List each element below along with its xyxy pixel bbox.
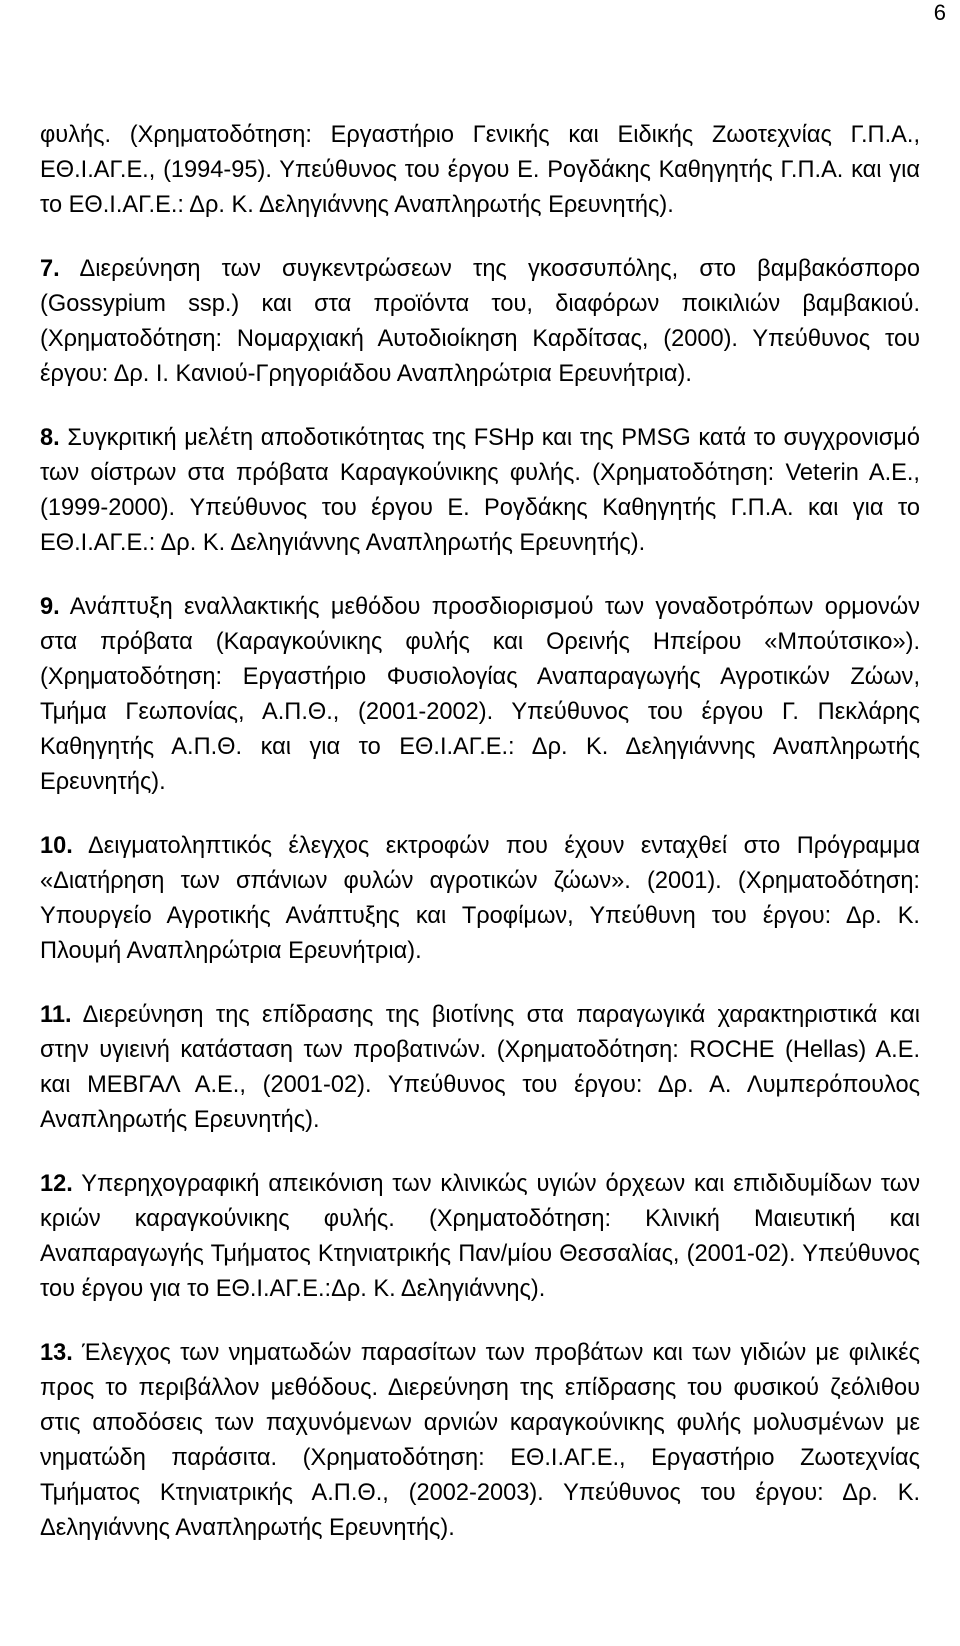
page-number: 6 [933,0,946,25]
list-item [40,252,920,392]
item-number: 8. [40,425,60,451]
item-text: Δειγματοληπτικός έλεγχος εκτροφών που έχουν ενταχθεί στο Πρόγραμμα «Διατήρηση των σπάνιων φυλών αγροτικών ζώων». (2001). (Χρηματοδότηση: Υπουργείο Αγροτικής Ανάπτυξης και Τροφίμων, Υπεύθυνη του έργου: Δρ. Κ. Πλουμή Αναπληρώτρια Ερευνήτρια). [40,833,920,964]
item-number: 11. [40,1002,72,1028]
item-number: 10. [40,833,73,859]
item-text: Έλεγχος των νηματωδών παρασίτων των προβάτων και των γιδιών με φιλικές προς το περιβάλλον μεθόδους. Διερεύνηση της επίδρασης του φυσικού ζεόλιθου στις αποδόσεις των παχυνόμενων αρνιών καραγκούνικης φυλής μολυσμένων με νηματώδη παράσιτα. (Χρηματοδότηση: ΕΘ.Ι.ΑΓ.Ε., Εργαστήριο Ζωοτεχνίας Τμήματος Κτηνιατρικής Α.Π.Θ., (2002-2003). Υπεύθυνος του έργου: Δρ. Κ. Δεληγιάννης Αναπληρωτής Ερευνητής). [40,1340,920,1541]
item-text: Διερεύνηση των συγκεντρώσεων της γκοσσυπόλης, στο βαμβακόσπορο (Gossypium ssp.) και στα προϊόντα του, διαφόρων ποικιλιών βαμβακιού. (Χρηματοδότηση: Νομαρχιακή Αυτοδιοίκηση Καρδίτσας, (2000). Υπεύθυνος του έργου: Δρ. Ι. Κανιού-Γρηγοριάδου Αναπληρώτρια Ερευνήτρια). [40,256,920,387]
list-item [40,998,920,1138]
list-item [40,421,920,561]
list-item [40,829,920,969]
item-text: Διερεύνηση της επίδρασης της βιοτίνης στα παραγωγικά χαρακτηριστικά και στην υγιεινή κατάσταση των προβατινών. (Χρηματοδότηση: ROCHE (Hellas) A.E. και ΜΕΒΓΑΛ Α.Ε., (2001-02). Υπεύθυνος του έργου: Δρ. Α. Λυμπερόπουλος Αναπληρωτής Ερευνητής). [40,1002,920,1133]
item-text: Ανάπτυξη εναλλακτικής μεθόδου προσδιορισμού των γοναδοτρόπων ορμονών στα πρόβατα (Καραγκούνικης φυλής και Ορεινής Ηπείρου «Μπούτσικο»). (Χρηματοδότηση: Εργαστήριο Φυσιολογίας Αναπαραγωγής Αγροτικών Ζώων, Τμήμα Γεωπονίας, Α.Π.Θ., (2001-2002). Υπεύθυνος του έργου Γ. Πεκλάρης Καθηγητής Α.Π.Θ. και για το ΕΘ.Ι.ΑΓ.Ε.: Δρ. Κ. Δεληγιάννης Αναπληρωτής Ερευνητής). [40,594,920,795]
item-number: 7. [40,256,60,282]
list-item [40,118,920,223]
list-item [40,590,920,800]
item-number: 12. [40,1171,73,1197]
item-text: φυλής. (Χρηματοδότηση: Εργαστήριο Γενικής και Ειδικής Ζωοτεχνίας Γ.Π.Α., ΕΘ.Ι.ΑΓ.Ε., (1994-95). Υπεύθυνος του έργου Ε. Ρογδάκης Καθηγητής Γ.Π.Α. και για το ΕΘ.Ι.ΑΓ.Ε.: Δρ. Κ. Δεληγιάννης Αναπληρωτής Ερευνητής). [40,122,920,218]
list-item [40,1336,920,1546]
project-list [40,118,920,1575]
list-item [40,1167,920,1307]
item-number: 9. [40,594,60,620]
item-number: 13. [40,1340,73,1366]
item-text: Συγκριτική μελέτη αποδοτικότητας της FSHp και της PMSG κατά το συγχρονισμό των οίστρων στα πρόβατα Καραγκούνικης φυλής. (Χρηματοδότηση: Veterin A.E., (1999-2000). Υπεύθυνος του έργου Ε. Ρογδάκης Καθηγητής Γ.Π.Α. και για το ΕΘ.Ι.ΑΓ.Ε.: Δρ. Κ. Δεληγιάννης Αναπληρωτής Ερευνητής). [40,425,920,556]
item-text: Υπερηχογραφική απεικόνιση των κλινικώς υγιών όρχεων και επιδιδυμίδων των κριών καραγκούνικης φυλής. (Χρηματοδότηση: Κλινική Μαιευτική και Αναπαραγωγής Τμήματος Κτηνιατρικής Παν/μίου Θεσσαλίας, (2001-02). Υπεύθυνος του έργου για το ΕΘ.Ι.ΑΓ.Ε.:Δρ. Κ. Δεληγιάννης). [40,1171,920,1302]
